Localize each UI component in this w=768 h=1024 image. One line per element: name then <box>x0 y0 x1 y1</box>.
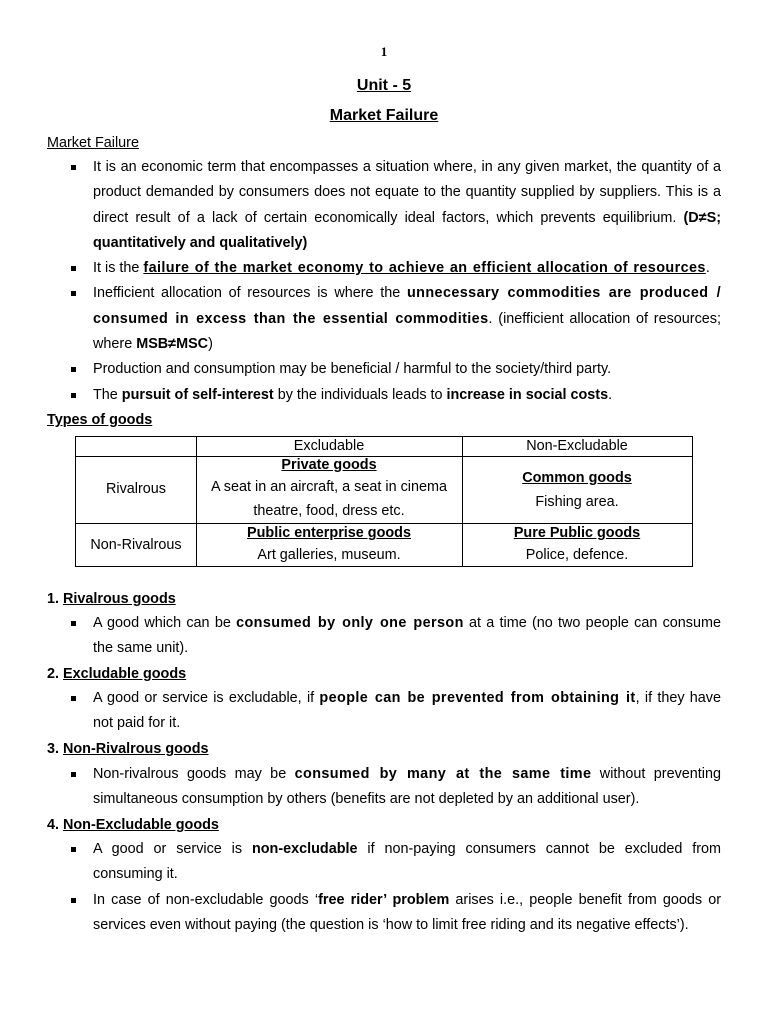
goods-table <box>75 436 693 567</box>
bullet-icon <box>71 165 76 170</box>
list-item: A good which can be consumed by only one person at a time (no two people can consume the same unit). <box>93 611 721 662</box>
col-header-excludable: Excludable <box>293 438 365 454</box>
rivalrous-goods-list <box>93 611 721 662</box>
bullet-icon <box>71 696 76 701</box>
section-heading-excludable-goods: 2. Excludable goods <box>47 666 187 682</box>
bullet-icon <box>71 367 76 372</box>
cell-common-goods: Common goods Fishing area. <box>522 470 632 510</box>
bullet-icon <box>71 621 76 626</box>
section-heading-rivalrous-goods: 1. Rivalrous goods <box>47 591 176 607</box>
row-header-rivalrous: Rivalrous <box>106 481 166 497</box>
list-item: Production and consumption may be beneficial / harmful to the society/third party. <box>93 357 721 382</box>
bullet-icon <box>71 266 76 271</box>
row-header-non-rivalrous: Non-Rivalrous <box>90 537 182 553</box>
non-excludable-goods-list <box>93 837 721 938</box>
bullet-icon <box>71 847 76 852</box>
cell-private-goods: Private goods A seat in an aircraft, a seat in cinema theatre, food, dress etc. <box>211 457 447 519</box>
unit-title: Unit - 5 <box>356 77 412 94</box>
section-heading-types-of-goods: Types of goods <box>47 412 153 428</box>
bullet-icon <box>71 291 76 296</box>
section-heading-non-excludable-goods: 4. Non-Excludable goods <box>47 817 219 833</box>
bullet-icon <box>71 393 76 398</box>
list-item: It is an economic term that encompasses a situation where, in any given market, the quantity of a product demanded by consumers does not equate to the quantity supplied by suppliers. This is a direct result of a lack of certain economically ideal factors, which prevents equilibrium. (D≠S; quantitatively and qualitatively) <box>93 155 721 256</box>
excludable-goods-list <box>93 686 721 737</box>
col-header-non-excludable: Non-Excludable <box>526 438 628 454</box>
cell-public-enterprise-goods: Public enterprise goods Art galleries, museum. <box>247 525 411 563</box>
cell-pure-public-goods: Pure Public goods Police, defence. <box>513 525 641 563</box>
bullet-icon <box>71 898 76 903</box>
list-item: A good or service is excludable, if people can be prevented from obtaining it, if they have not paid for it. <box>93 686 721 737</box>
bullet-icon <box>71 772 76 777</box>
list-item: Non-rivalrous goods may be consumed by many at the same time without preventing simultaneous consumption by others (benefits are not depleted by an additional user). <box>93 762 721 813</box>
non-rivalrous-goods-list <box>93 762 721 813</box>
list-item: It is the failure of the market economy to achieve an efficient allocation of resources. <box>93 256 721 281</box>
market-failure-list <box>93 155 721 408</box>
list-item: In case of non-excludable goods ‘free rider’ problem arises i.e., people benefit from goods or services even without paying (the question is ‘how to limit free riding and its negative effects’). <box>93 888 721 939</box>
list-item: A good or service is non-excludable if non-paying consumers cannot be excluded from consuming it. <box>93 837 721 888</box>
list-item: The pursuit of self-interest by the individuals leads to increase in social costs. <box>93 383 721 408</box>
page-number: 1 <box>380 44 388 59</box>
list-item: Inefficient allocation of resources is where the unnecessary commodities are produced / consumed in excess than the essential commodities. (inefficient allocation of resources; where MSB≠MSC) <box>93 281 721 357</box>
document-title: Market Failure <box>329 107 439 124</box>
section-heading-non-rivalrous-goods: 3. Non-Rivalrous goods <box>47 741 209 757</box>
section-heading-market-failure: Market Failure <box>47 135 139 151</box>
